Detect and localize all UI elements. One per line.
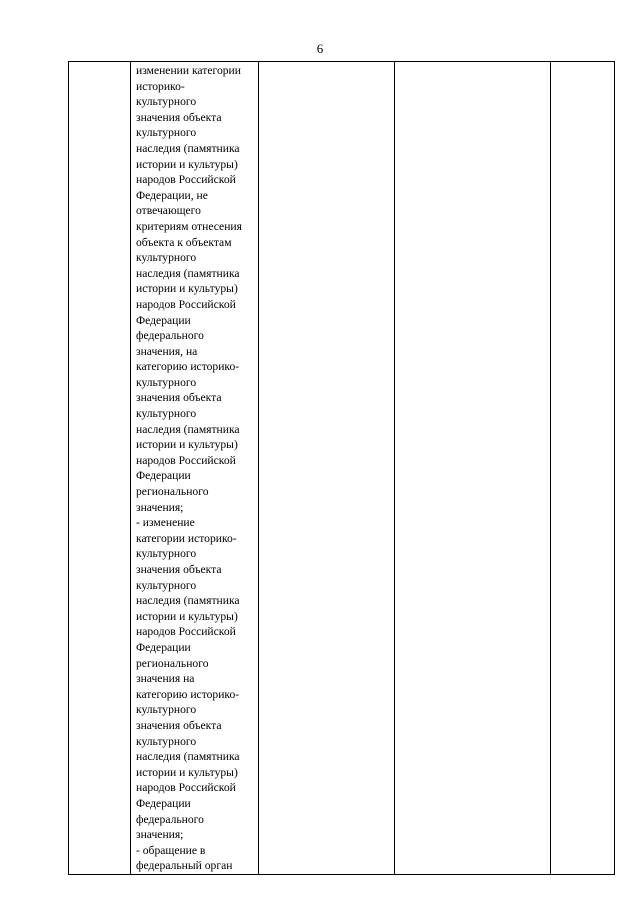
cell-text-line: народов Российской bbox=[136, 173, 236, 187]
page-number: 6 bbox=[316, 41, 324, 56]
cell-text-line: культурного bbox=[136, 95, 197, 109]
cell-text-line: наследия (памятника bbox=[136, 750, 240, 764]
cell-text-line: культурного bbox=[136, 578, 197, 592]
cell-text-line: народов Российской bbox=[136, 781, 236, 795]
cell-text-line: наследия (памятника bbox=[136, 141, 240, 155]
cell-text-line: культурного bbox=[136, 126, 197, 140]
cell-text-line: Федерации bbox=[136, 640, 191, 654]
cell-text-line: народов Российской bbox=[136, 297, 236, 311]
cell-text-line: значения объекта bbox=[136, 718, 222, 732]
cell-text-line: значения объекта bbox=[136, 563, 222, 576]
cell-text-line: Федерации bbox=[136, 469, 191, 483]
cell-text-line: народов Российской bbox=[136, 453, 236, 467]
document-table bbox=[68, 61, 615, 875]
table-cell-col3 bbox=[259, 62, 395, 875]
cell-text-line: культурного bbox=[136, 375, 197, 389]
cell-text-line: изменении категории bbox=[136, 64, 241, 77]
cell-text-line: значения; bbox=[136, 828, 184, 842]
cell-text-line: истории и культуры) bbox=[136, 282, 238, 296]
table-cell-col2 bbox=[131, 62, 259, 875]
table-row bbox=[69, 62, 615, 875]
table-cell-col4 bbox=[395, 62, 551, 875]
table-cell-col1 bbox=[69, 62, 131, 875]
cell-text-line: Федерации bbox=[136, 313, 191, 327]
cell-text-line: культурного bbox=[136, 407, 197, 421]
cell-text-line: отвечающего bbox=[136, 204, 201, 218]
cell-text-line: культурного bbox=[136, 251, 197, 265]
cell-text-line: наследия (памятника bbox=[136, 266, 240, 280]
cell-text-line: значения на bbox=[136, 672, 195, 686]
cell-text-line: значения; bbox=[136, 500, 184, 514]
cell-text-line: федерального bbox=[136, 812, 204, 826]
cell-text-line: наследия (памятника bbox=[136, 422, 240, 436]
cell-text-line: регионального bbox=[136, 656, 209, 670]
cell-text-line: историко- bbox=[136, 79, 185, 93]
cell-text-line: истории и культуры) bbox=[136, 438, 238, 452]
cell-text-line: культурного bbox=[136, 703, 197, 717]
cell-text-line: объекта к объектам bbox=[136, 235, 232, 249]
cell-text-line: категорию историко- bbox=[136, 360, 240, 374]
cell-text-line: народов Российской bbox=[136, 625, 236, 639]
cell-text-line: истории и культуры) bbox=[136, 765, 238, 779]
cell-text-line: регионального bbox=[136, 485, 209, 499]
cell-text-line: категории историко- bbox=[136, 531, 237, 545]
cell-text-line: критериям отнесения bbox=[136, 219, 242, 233]
cell-text-line: значения объекта bbox=[136, 110, 222, 124]
cell-text-line: значения, на bbox=[136, 344, 198, 358]
cell-text-line: истории и культуры) bbox=[136, 157, 238, 171]
cell-text-line: культурного bbox=[136, 547, 197, 561]
cell-text-line: наследия (памятника bbox=[136, 594, 240, 608]
cell-text-line: культурного bbox=[136, 734, 197, 748]
cell-text-line: истории и культуры) bbox=[136, 609, 238, 623]
cell-text-line: Федерации bbox=[136, 796, 191, 810]
cell-text-line: категорию историко- bbox=[136, 687, 240, 701]
table-cell-col5 bbox=[551, 62, 615, 875]
cell-text-line: федеральный орган bbox=[136, 859, 233, 873]
cell-text-line: Федерации, не bbox=[136, 188, 208, 202]
cell-text-line: - обращение в bbox=[136, 843, 206, 857]
cell-text-block bbox=[136, 63, 258, 874]
cell-text-line: - изменение bbox=[136, 516, 195, 530]
cell-text-line: значения объекта bbox=[136, 391, 222, 405]
cell-text-line: федерального bbox=[136, 329, 204, 343]
